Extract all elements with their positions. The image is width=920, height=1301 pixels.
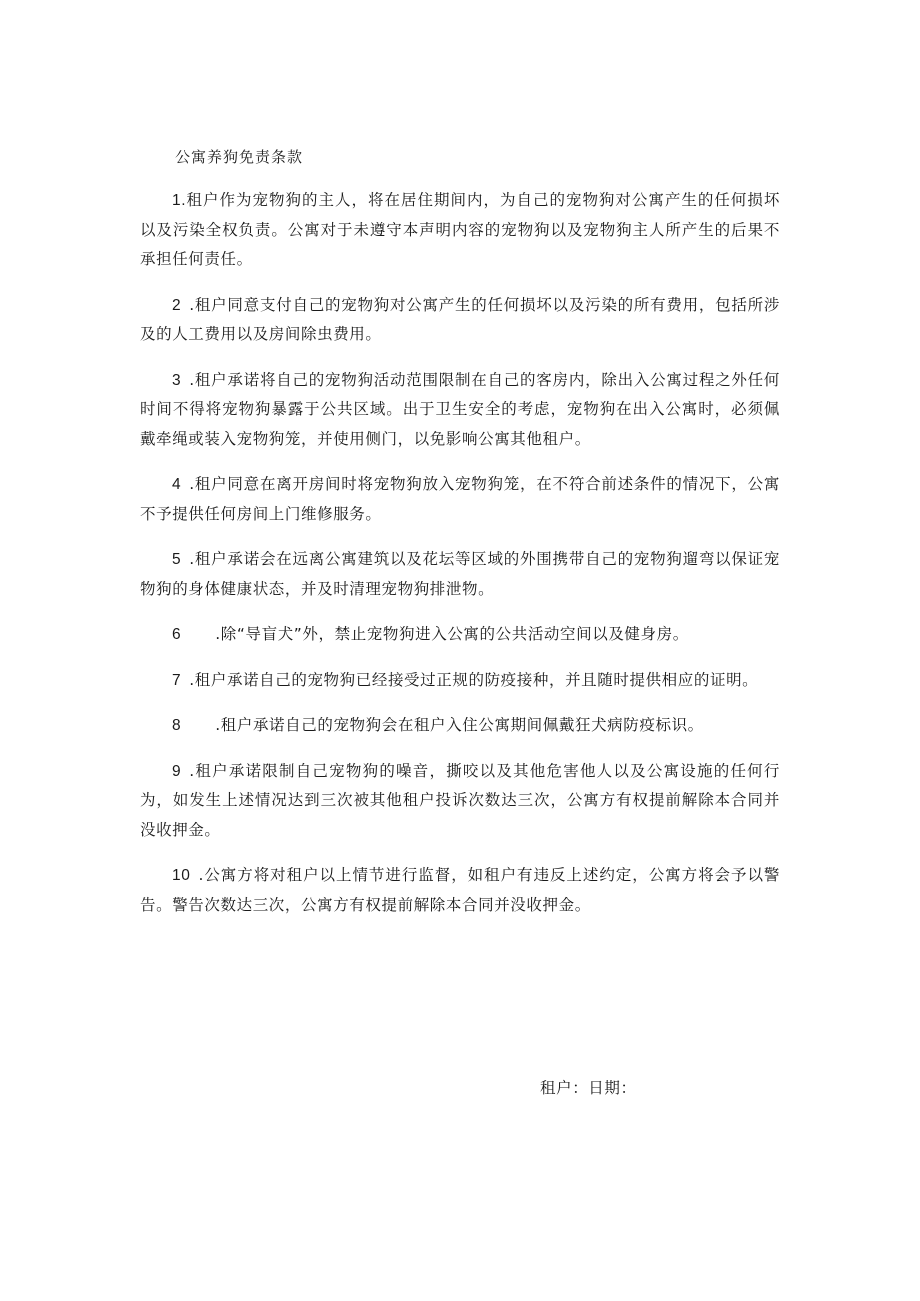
clause-number: 3 [172,371,182,389]
document-title: 公寓养狗免责条款 [175,148,304,166]
clause-8 [140,711,780,741]
signature-line: 租户：日期： [540,1079,637,1097]
clause-number: 1. [172,192,187,209]
clause-text: .除“导盲犬”外，禁止宠物狗进入公寓的公共活动空间以及健身房。 [215,625,689,643]
clause-1 [140,186,780,275]
clause-text: 租户作为宠物狗的主人，将在居住期间内，为自己的宠物狗对公寓产生的任何损坏以及污染全权负责。公寓对于未遵守本声明内容的宠物狗以及宠物狗主人所产生的后果不承担任何责任。 [140,191,780,268]
clause-number: 2 [172,296,182,314]
clause-number: 9 [172,762,182,780]
clause-text: .租户承诺自己的宠物狗已经接受过正规的防疫接种，并且随时提供相应的证明。 [189,670,759,689]
clause-3 [140,366,780,455]
clause-10 [140,861,780,920]
clause-7 [140,666,780,696]
clause-9 [140,757,780,846]
clause-6 [140,620,780,650]
clause-5 [140,545,780,604]
clause-text: .公寓方将对租户以上情节进行监督，如租户有违反上述约定，公寓方将会予以警告。警告次数达三次，公寓方有权提前解除本合同并没收押金。 [140,866,780,914]
clause-list [140,186,780,936]
clause-number: 4 [172,476,182,493]
clause-number: 5 [172,551,182,568]
clause-4 [140,470,780,529]
clause-text: .租户同意在离开房间时将宠物狗放入宠物狗笼，在不符合前述条件的情况下，公寓不予提供任何房间上门维修服务。 [140,475,780,523]
clause-number: 8 [172,717,182,734]
clause-2 [140,291,780,350]
clause-text: .租户承诺将自己的宠物狗活动范围限制在自己的客房内，除出入公寓过程之外任何时间不得将宠物狗暴露于公共区域。出于卫生安全的考虑，宠物狗在出入公寓时，必须佩戴牵绳或装入宠物狗笼，并使用侧门，以免影响公寓其他租户。 [140,370,780,448]
clause-number: 6 [172,626,182,643]
clause-number: 7 [172,671,182,689]
clause-text: .租户承诺自己的宠物狗会在租户入住公寓期间佩戴狂犬病防疫标识。 [215,716,704,734]
clause-text: .租户同意支付自己的宠物狗对公寓产生的任何损坏以及污染的所有费用，包括所涉及的人工费用以及房间除虫费用。 [140,295,780,343]
clause-text: .租户承诺会在远离公寓建筑以及花坛等区域的外围携带自己的宠物狗遛弯以保证宠物狗的身体健康状态，并及时清理宠物狗排泄物。 [140,550,780,598]
clause-text: .租户承诺限制自己宠物狗的噪音，撕咬以及其他危害他人以及公寓设施的任何行为，如发生上述情况达到三次被其他租户投诉次数达三次，公寓方有权提前解除本合同并没收押金。 [140,761,780,839]
clause-number: 10 [172,867,191,884]
